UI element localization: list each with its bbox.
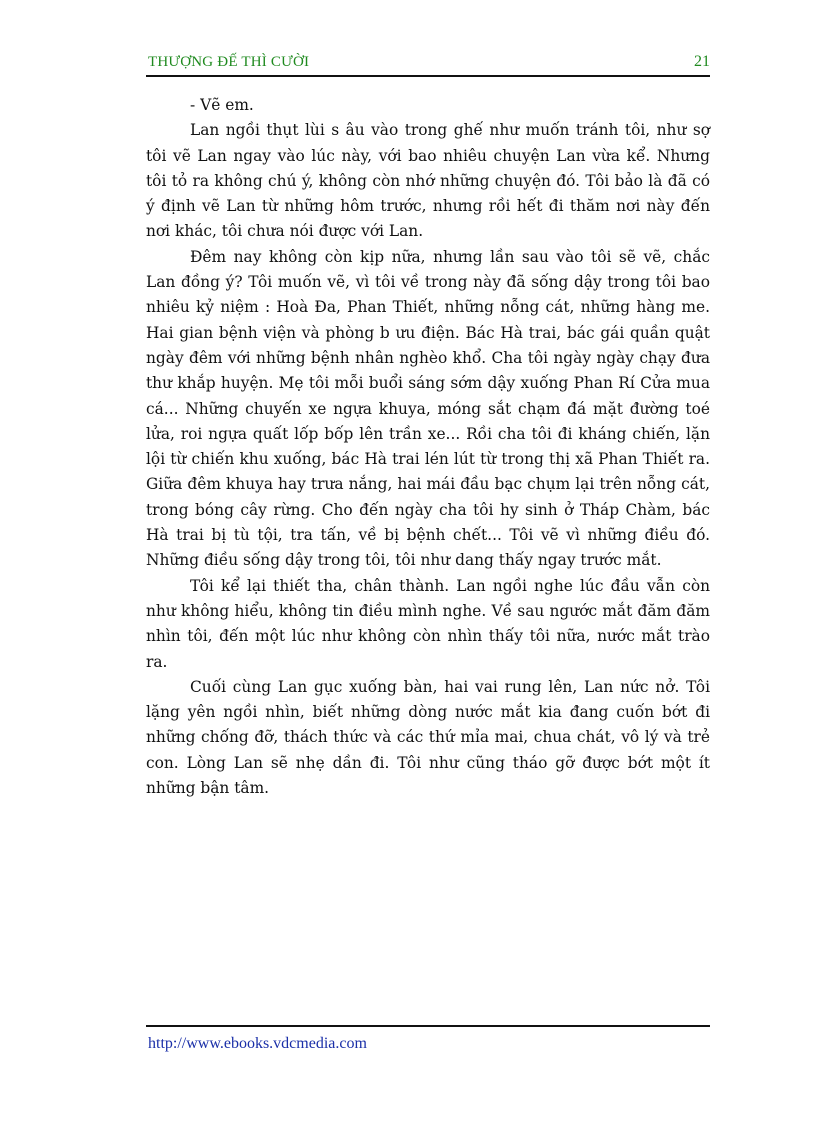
page-footer xyxy=(146,1025,710,1052)
paragraph: Tôi kể lại thiết tha, chân thành. Lan ngồi nghe lúc đầu vẫn còn như không hiểu, không tin điều mình nghe. Về sau ngước mắt đăm đăm nhìn tôi, đến một lúc như không còn nhìn thấy tôi nữa, nước mắt trào ra. xyxy=(146,576,710,671)
page-header xyxy=(146,53,710,77)
running-title: THƯỢNG ĐẾ THÌ CƯỜI xyxy=(148,54,310,70)
paragraph: Đêm nay không còn kịp nữa, nhưng lần sau vào tôi sẽ vẽ, chắc Lan đồng ý? Tôi muốn vẽ, vì tôi về trong này đã sống dậy trong tôi bao nhiêu kỷ niệm : Hoà Đa, Phan Thiết, những nỗng cát, những hàng me. Hai gian bệnh viện và phòng b ưu điện. Bác Hà trai, bác gái quần quật ngày đêm với những bệnh nhân nghèo khổ. Cha tôi ngày ngày chạy đưa thư khắp huyện. Mẹ tôi mỗi buổi sáng sớm dậy xuống Phan Rí Cửa mua cá... Những chuyến xe ngựa khuya, móng sắt chạm đá mặt đường toé lửa, roi ngựa quất lốp bốp lên trần xe... Rồi cha tôi đi kháng chiến, lặn lội từ chiến khu xuống, bác Hà trai lén lút từ trong thị xã Phan Thiết ra. Giữa đêm khuya hay trưa nắng, hai mái đầu bạc chụm lại trên nỗng cát, trong bóng cây rừng. Cho đến ngày cha tôi hy sinh ở Tháp Chàm, bác Hà trai bị tù tội, tra tấn, về bị bệnh chết... Tôi vẽ vì những điều đó. Những điều sống dậy trong tôi, tôi như dang thấy ngay trước mắt. xyxy=(146,247,710,570)
footer-url-link[interactable]: http://www.ebooks.vdcmedia.com xyxy=(148,1035,367,1052)
paragraph: Lan ngồi thụt lùi s âu vào trong ghế như muốn tránh tôi, như sợ tôi vẽ Lan ngay vào lúc này, với bao nhiêu chuyện Lan vừa kể. Nhưng tôi tỏ ra không chú ý, không còn nhớ những chuyện đó. Tôi bảo là đã có ý định vẽ Lan từ những hôm trước, nhưng rồi hết đi thăm nơi này đến nơi khác, tôi chưa nói được với Lan. xyxy=(146,121,710,241)
page-number: 21 xyxy=(694,53,710,70)
body-text xyxy=(146,93,710,801)
paragraph: - Vẽ em. xyxy=(190,96,254,114)
paragraph: Cuối cùng Lan gục xuống bàn, hai vai rung lên, Lan nức nở. Tôi lặng yên ngồi nhìn, biết những dòng nước mắt kia đang cuốn bớt đi những chống đỡ, thách thức và các thứ mỉa mai, chua chát, vô lý và trẻ con. Lòng Lan sẽ nhẹ dần đi. Tôi như cũng tháo gỡ được bớt một ít những bận tâm. xyxy=(146,677,710,798)
